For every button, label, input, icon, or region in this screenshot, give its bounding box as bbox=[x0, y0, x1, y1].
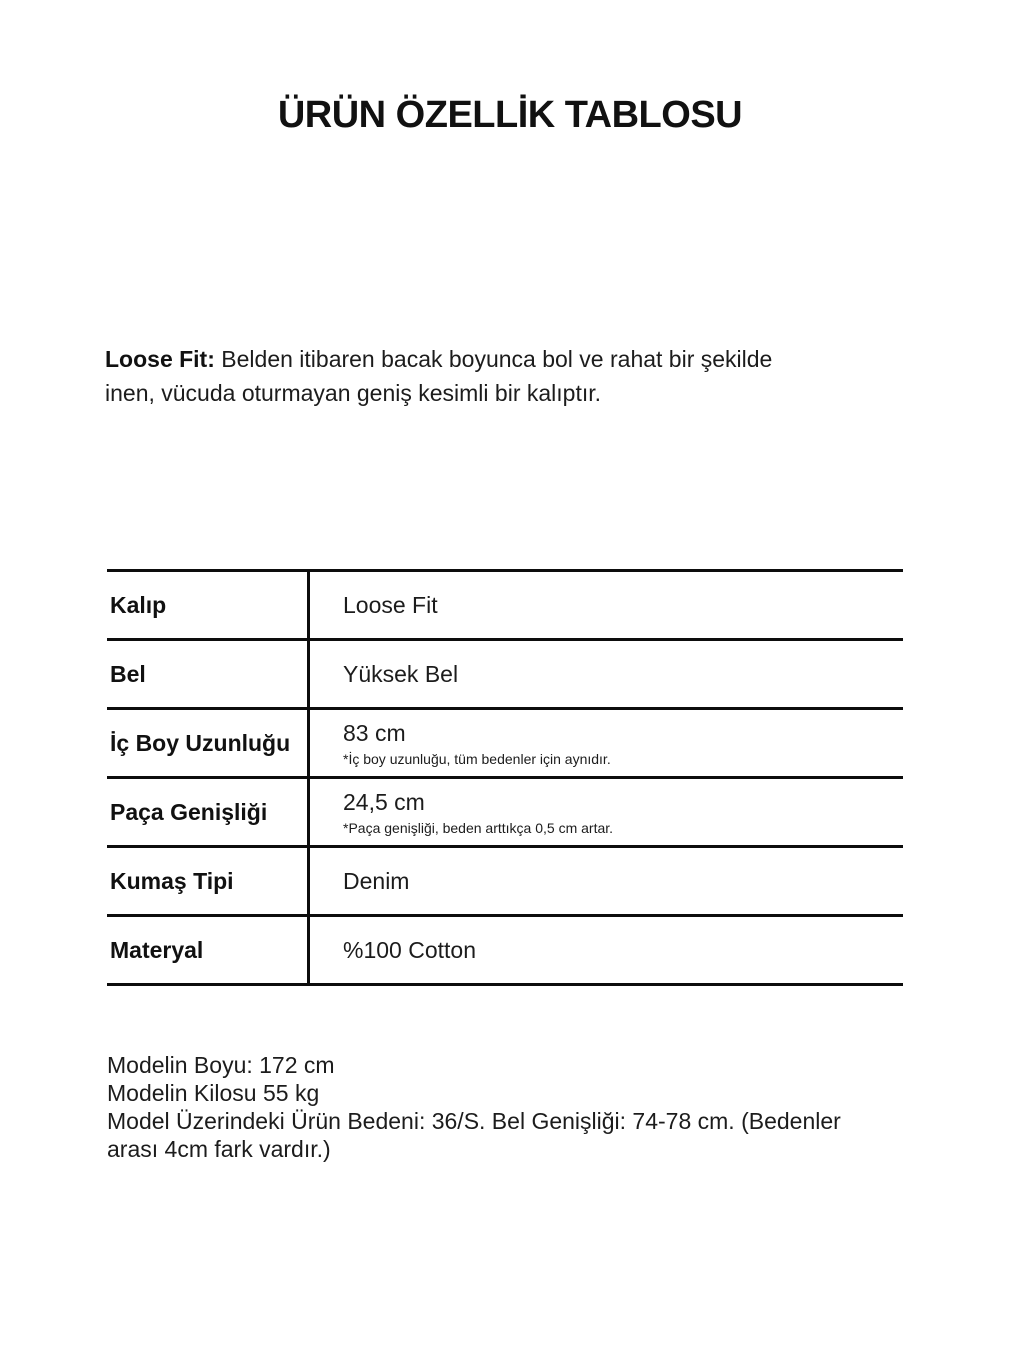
spec-label: Materyal bbox=[110, 936, 204, 963]
model-info-line: Modelin Kilosu 55 kg bbox=[107, 1080, 320, 1106]
description-line bbox=[105, 342, 905, 376]
spec-value-cell bbox=[307, 779, 903, 845]
model-info-line: Model Üzerindeki Ürün Bedeni: 36/S. Bel Genişliği: 74-78 cm. (Bedenler bbox=[107, 1108, 841, 1134]
spec-table bbox=[107, 569, 903, 986]
spec-row-kumas-tipi bbox=[107, 848, 903, 917]
spec-value: 24,5 cm bbox=[343, 788, 425, 815]
spec-value-cell bbox=[307, 917, 903, 983]
spec-footnote: *Paça genişliği, beden arttıkça 0,5 cm artar. bbox=[343, 819, 614, 836]
model-info bbox=[107, 1051, 841, 1163]
description-text: inen, vücuda oturmayan geniş kesimli bir kalıptır. bbox=[105, 380, 602, 406]
spec-label: Kumaş Tipi bbox=[110, 867, 234, 894]
spec-value-cell bbox=[307, 641, 903, 707]
spec-row-materyal bbox=[107, 917, 903, 983]
spec-label: Kalıp bbox=[110, 591, 167, 618]
spec-label: Paça Genişliği bbox=[110, 798, 268, 825]
description-text: Belden itibaren bacak boyunca bol ve rahat bir şekilde bbox=[214, 346, 773, 372]
spec-value: 83 cm bbox=[343, 719, 406, 746]
spec-label: Bel bbox=[110, 660, 146, 687]
description-line bbox=[105, 376, 905, 410]
model-info-line: Modelin Boyu: 172 cm bbox=[107, 1052, 335, 1078]
spec-row-bel bbox=[107, 641, 903, 710]
spec-value: Loose Fit bbox=[343, 591, 438, 618]
spec-row-paca-genisligi bbox=[107, 779, 903, 848]
spec-row-ic-boy-uzunlugu bbox=[107, 710, 903, 779]
page-title: ÜRÜN ÖZELLİK TABLOSU bbox=[277, 94, 743, 136]
description-bold-prefix: Loose Fit: bbox=[105, 346, 215, 372]
spec-value: Yüksek Bel bbox=[343, 660, 459, 687]
spec-value-cell bbox=[307, 710, 903, 776]
model-info-line: arası 4cm fark vardır.) bbox=[107, 1136, 331, 1162]
spec-value: Denim bbox=[343, 867, 410, 894]
spec-value-cell bbox=[307, 572, 903, 638]
spec-value-cell bbox=[307, 848, 903, 914]
spec-label: İç Boy Uzunluğu bbox=[110, 729, 291, 756]
spec-row-kalip bbox=[107, 572, 903, 641]
product-description bbox=[105, 342, 905, 410]
spec-value: %100 Cotton bbox=[343, 936, 476, 963]
spec-footnote: *İç boy uzunluğu, tüm bedenler için aynıdır. bbox=[343, 750, 611, 767]
